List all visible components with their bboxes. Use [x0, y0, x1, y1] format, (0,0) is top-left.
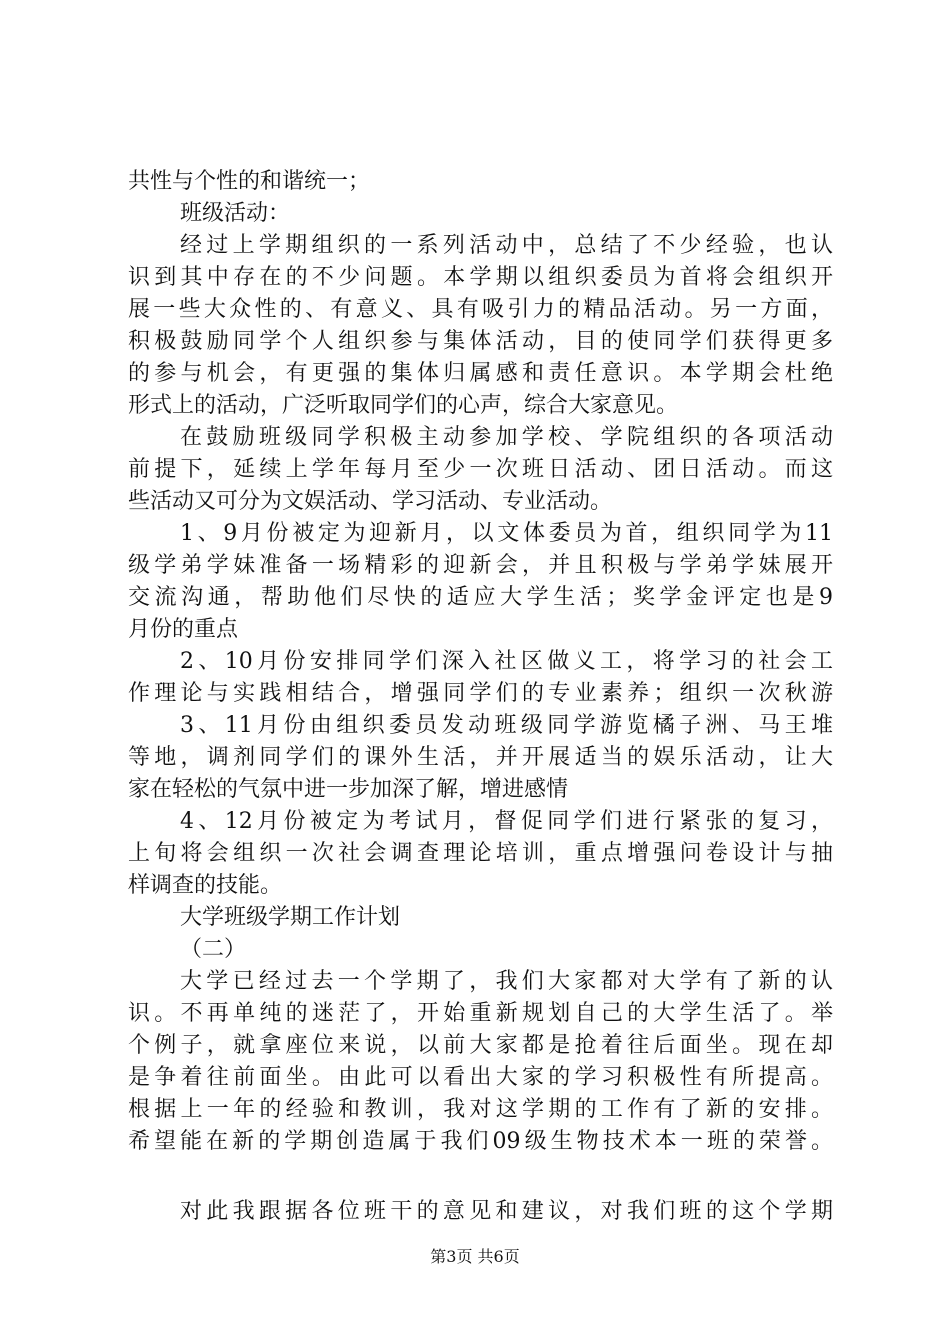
text-line: 作理论与实践相结合，增强同学们的专业素养；组织一次秋游 [128, 681, 833, 706]
list-item: 3、11月份由组织委员发动班级同学游览橘子洲、马王堆 [180, 713, 833, 738]
text-line: 些活动又可分为文娱活动、学习活动、专业活动。 [128, 489, 613, 514]
text-line: 的参与机会，有更强的集体归属感和责任意识。本学期会杜绝 [128, 361, 833, 386]
section-heading: 班级活动： [180, 201, 291, 226]
list-item: 1、9月份被定为迎新月，以文体委员为首，组织同学为11 [180, 521, 833, 546]
page-number: 第3页 共6页 [430, 1247, 520, 1266]
text-line: 希望能在新的学期创造属于我们09级生物技术本一班的荣誉。 [128, 1129, 833, 1154]
text-line: 等地，调剂同学们的课外生活，并开展适当的娱乐活动，让大 [128, 745, 833, 770]
text-line: 样调查的技能。 [128, 873, 283, 898]
text-line: 在鼓励班级同学积极主动参加学校、学院组织的各项活动 [180, 425, 833, 450]
text-line: 积极鼓励同学个人组织参与集体活动，目的使同学们获得更多 [128, 329, 833, 354]
text-line: 级学弟学妹准备一场精彩的迎新会，并且积极与学弟学妹展开 [128, 553, 833, 578]
text-line: 月份的重点 [128, 617, 239, 642]
text-line: 是争着往前面坐。由此可以看出大家的学习积极性有所提高。 [128, 1065, 833, 1090]
section-title: 大学班级学期工作计划 [180, 905, 401, 930]
text-line: 经过上学期组织的一系列活动中，总结了不少经验，也认 [180, 233, 833, 258]
list-item: 4、12月份被定为考试月，督促同学们进行紧张的复习， [180, 809, 833, 834]
text-line: 前提下，延续上学年每月至少一次班日活动、团日活动。而这 [128, 457, 833, 482]
text-line: 上旬将会组织一次社会调查理论培训，重点增强问卷设计与抽 [128, 841, 833, 866]
section-subtitle: （二） [180, 937, 247, 962]
list-item: 2、10月份安排同学们深入社区做义工，将学习的社会工 [180, 649, 833, 674]
paragraph-gap [128, 1158, 833, 1196]
text-line: 大学已经过去一个学期了，我们大家都对大学有了新的认 [180, 969, 833, 994]
text-line: 识到其中存在的不少问题。本学期以组织委员为首将会组织开 [128, 265, 833, 290]
text-line: 家在轻松的气氛中进一步加深了解，增进感情 [128, 777, 569, 802]
text-line: 交流沟通，帮助他们尽快的适应大学生活；奖学金评定也是9 [128, 585, 833, 610]
document-body [128, 166, 833, 1228]
text-line: 形式上的活动，广泛听取同学们的心声，综合大家意见。 [128, 393, 679, 418]
text-line: 个例子，就拿座位来说，以前大家都是抢着往后面坐。现在却 [128, 1033, 833, 1058]
text-line: 共性与个性的和谐统一； [128, 169, 371, 194]
text-line: 根据上一年的经验和教训，我对这学期的工作有了新的安排。 [128, 1097, 833, 1122]
text-line: 对此我跟据各位班干的意见和建议，对我们班的这个学期 [180, 1199, 833, 1224]
text-line: 展一些大众性的、有意义、具有吸引力的精品活动。另一方面， [128, 297, 833, 322]
text-line: 识。不再单纯的迷茫了，开始重新规划自己的大学生活了。举 [128, 1001, 833, 1026]
